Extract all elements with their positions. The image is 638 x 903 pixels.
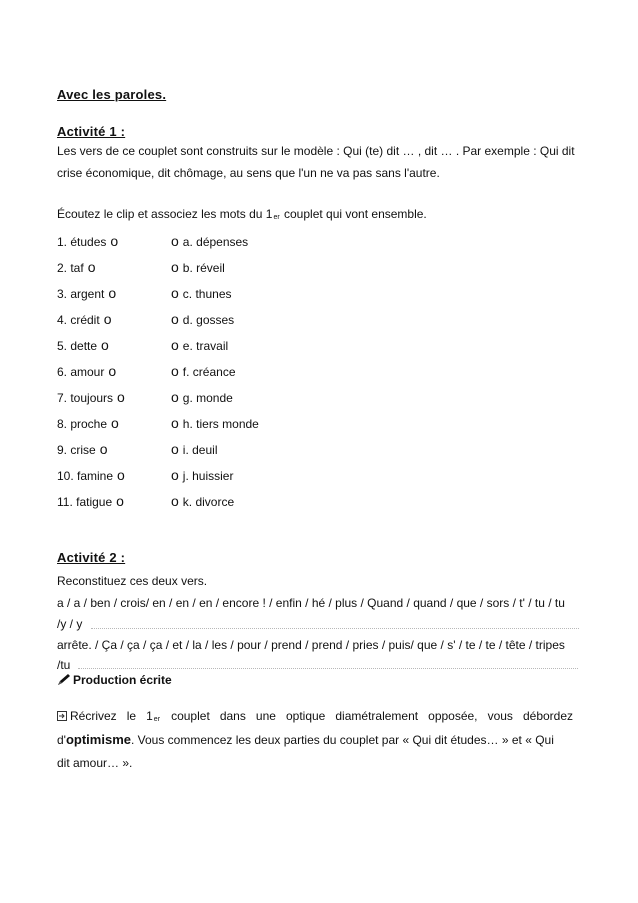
match-left-item[interactable] xyxy=(57,416,119,431)
match-circle[interactable]: o xyxy=(99,441,108,457)
match-left-label: 11. fatigue xyxy=(57,495,113,509)
match-right-label: f. créance xyxy=(182,365,236,379)
match-left-item[interactable] xyxy=(57,468,125,483)
match-circle[interactable]: o xyxy=(108,363,117,379)
match-right-label: j. huissier xyxy=(182,469,234,483)
match-right-item[interactable] xyxy=(171,286,232,301)
match-left-label: 1. études xyxy=(57,235,107,249)
verse1-words-line2: /y / y xyxy=(57,617,83,631)
match-right-label: d. gosses xyxy=(182,313,235,327)
production-line3: dit amour… ». xyxy=(57,756,133,770)
match-right-item[interactable] xyxy=(171,312,234,327)
activite1-intro-line1: Les vers de ce couplet sont construits sur le modèle : Qui (te) dit … , dit … . Par exemple : Qui dit xyxy=(57,144,575,158)
match-circle[interactable]: o xyxy=(111,415,119,431)
match-circle[interactable]: o xyxy=(171,285,179,301)
verse1-answer-line[interactable] xyxy=(91,628,579,629)
match-circle[interactable]: o xyxy=(171,337,179,353)
match-left-label: 4. crédit xyxy=(57,313,100,327)
match-left-label: 5. dette xyxy=(57,339,98,353)
match-right-label: c. thunes xyxy=(182,287,232,301)
pencil-icon xyxy=(57,674,71,686)
match-left-item[interactable] xyxy=(57,390,125,405)
match-circle[interactable]: o xyxy=(117,467,125,483)
section-title: Avec les paroles. xyxy=(57,87,167,102)
match-circle[interactable]: o xyxy=(171,233,179,249)
match-right-label: k. divorce xyxy=(182,495,235,509)
verse1-words-line1: a / a / ben / crois/ en / en / en / encore ! / enfin / hé / plus / Quand / quand / que / sors / t' / tu / tu xyxy=(57,596,565,610)
match-left-label: 7. toujours xyxy=(57,391,114,405)
match-circle[interactable]: o xyxy=(171,467,179,483)
match-right-item[interactable] xyxy=(171,416,259,431)
match-right-label: i. deuil xyxy=(182,443,218,457)
match-left-label: 3. argent xyxy=(57,287,105,301)
match-circle[interactable]: o xyxy=(171,259,179,275)
production-line2 xyxy=(57,733,554,747)
match-circle[interactable]: o xyxy=(171,493,179,509)
activite1-title: Activité 1 : xyxy=(57,124,126,139)
production-heading xyxy=(57,673,172,687)
match-right-item[interactable] xyxy=(171,260,225,275)
production-label: Production écrite xyxy=(73,673,172,687)
match-right-label: e. travail xyxy=(182,339,229,353)
match-left-item[interactable] xyxy=(57,442,107,457)
match-circle[interactable]: o xyxy=(171,441,179,457)
match-left-item[interactable] xyxy=(57,364,116,379)
match-right-item[interactable] xyxy=(171,468,233,483)
match-right-item[interactable] xyxy=(171,442,217,457)
match-left-label: 8. proche xyxy=(57,417,108,431)
match-left-label: 9. crise xyxy=(57,443,96,457)
match-left-item[interactable] xyxy=(57,494,124,509)
match-right-label: h. tiers monde xyxy=(182,417,259,431)
instruction-text-before: Écoutez le clip et associez les mots du 1 xyxy=(57,207,273,221)
match-right-label: b. réveil xyxy=(182,261,225,275)
match-right-item[interactable] xyxy=(171,390,233,405)
activite2-instruction: Reconstituez ces deux vers. xyxy=(57,574,208,588)
production-line2-prefix: d' xyxy=(57,733,66,747)
match-circle[interactable]: o xyxy=(103,311,112,327)
match-left-item[interactable] xyxy=(57,234,118,249)
production-superscript: er xyxy=(153,716,161,723)
match-left-label: 10. famine xyxy=(57,469,114,483)
production-line1-before: Récrivez le 1 xyxy=(70,709,153,723)
match-right-label: a. dépenses xyxy=(182,235,249,249)
match-left-label: 6. amour xyxy=(57,365,105,379)
match-circle[interactable]: o xyxy=(116,493,124,509)
match-right-label: g. monde xyxy=(182,391,233,405)
production-line1 xyxy=(57,709,573,726)
match-circle[interactable]: o xyxy=(87,259,96,275)
match-left-label: 2. taf xyxy=(57,261,84,275)
match-right-item[interactable] xyxy=(171,364,236,379)
match-circle[interactable]: o xyxy=(171,415,179,431)
match-circle[interactable]: o xyxy=(171,363,179,379)
activite1-intro-line2: crise économique, dit chômage, au sens que l'un ne va pas sans l'autre. xyxy=(57,166,440,180)
match-left-item[interactable] xyxy=(57,312,111,327)
match-circle[interactable]: o xyxy=(108,285,117,301)
match-right-item[interactable] xyxy=(171,338,228,353)
instruction-superscript: er xyxy=(273,214,280,221)
match-left-item[interactable] xyxy=(57,338,109,353)
verse2-words-line1: arrête. / Ça / ça / ça / et / la / les / pour / prend / prend / pries / puis/ que / s' / te / te / tête / tripes xyxy=(57,638,565,652)
match-left-item[interactable] xyxy=(57,286,116,301)
match-left-item[interactable] xyxy=(57,260,95,275)
production-line2-after: . Vous commencez les deux parties du couplet par « Qui dit études… » et « Qui xyxy=(130,733,554,747)
match-circle[interactable]: o xyxy=(171,389,179,405)
verse2-answer-line[interactable] xyxy=(78,668,578,669)
match-circle[interactable]: o xyxy=(110,233,119,249)
checkbox-arrow-icon xyxy=(57,710,68,720)
activite1-instruction xyxy=(57,207,427,224)
match-circle[interactable]: o xyxy=(101,337,109,353)
production-line1-after: couplet dans une optique diamétralement opposée, vous débordez xyxy=(161,709,574,723)
verse2-words-line2: /tu xyxy=(57,658,71,672)
match-right-item[interactable] xyxy=(171,494,234,509)
match-circle[interactable]: o xyxy=(171,311,179,327)
production-keyword: optimisme xyxy=(65,732,131,747)
activite2-title: Activité 2 : xyxy=(57,550,126,565)
match-circle[interactable]: o xyxy=(117,389,125,405)
instruction-text-after: couplet qui vont ensemble. xyxy=(280,207,427,221)
match-right-item[interactable] xyxy=(171,234,248,249)
